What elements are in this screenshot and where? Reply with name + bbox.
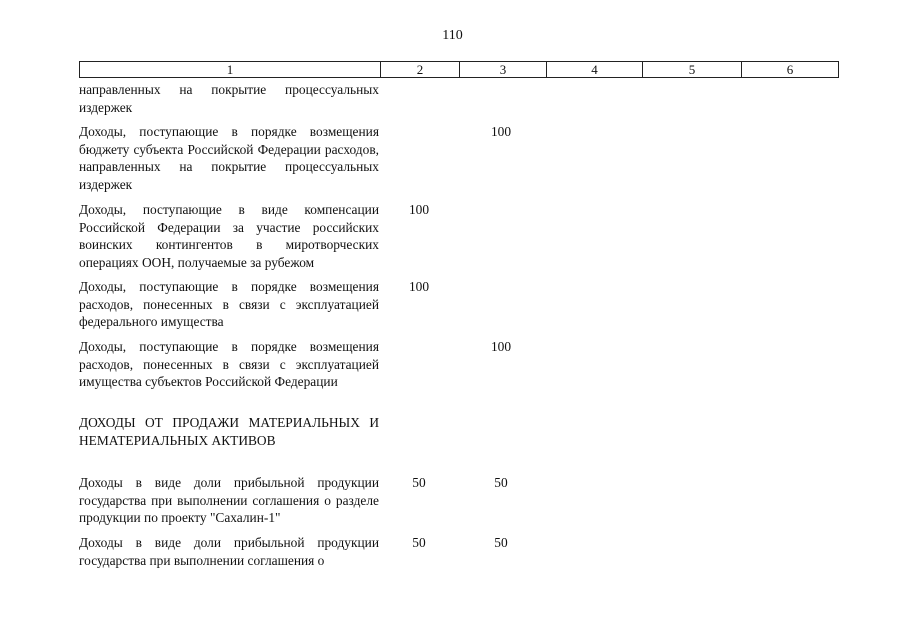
row-value-col3: 100 — [490, 339, 512, 354]
section-heading: ДОХОДЫ ОТ ПРОДАЖИ МАТЕРИАЛЬНЫХ И НЕМАТЕРИАЛЬНЫХ АКТИВОВ — [79, 415, 379, 448]
page-number: 110 — [442, 28, 463, 43]
column-header-5: 5 — [643, 62, 742, 77]
column-header-2: 2 — [381, 62, 460, 77]
column-header-1: 1 — [80, 62, 381, 77]
row-description: Доходы, поступающие в порядке возмещения бюджету субъекта Российской Федерации расходов, направленных на покрытие процессуальных издержек — [79, 124, 379, 192]
row-description: Доходы в виде доли прибыльной продукции государства при выполнении соглашения о — [79, 535, 379, 568]
row-value-col2: 50 — [412, 535, 426, 550]
column-header-4: 4 — [547, 62, 643, 77]
row-description: направленных на покрытие процессуальных издержек — [79, 82, 379, 115]
row-value-col2: 100 — [408, 202, 430, 217]
column-header-6: 6 — [786, 62, 794, 77]
row-description: Доходы, поступающие в порядке возмещения расходов, понесенных в связи с эксплуатацией имущества субъектов Российской Федерации — [79, 339, 379, 389]
row-value-col2: 50 — [412, 475, 426, 490]
row-description: Доходы в виде доли прибыльной продукции государства при выполнении соглашения о разделе продукции по проекту "Сахалин-1" — [79, 475, 379, 525]
row-value-col3: 50 — [494, 475, 508, 490]
row-value-col2: 100 — [408, 279, 430, 294]
row-value-col3: 50 — [494, 535, 508, 550]
row-description: Доходы, поступающие в виде компенсации Российской Федерации за участие российских воинских контингентов в миротворческих операциях ООН, получаемые за рубежом — [79, 202, 379, 270]
column-header-3: 3 — [460, 62, 547, 77]
table-header-row — [79, 61, 839, 78]
row-description: Доходы, поступающие в порядке возмещения расходов, понесенных в связи с эксплуатацией федерального имущества — [79, 279, 379, 329]
row-value-col3: 100 — [490, 124, 512, 139]
